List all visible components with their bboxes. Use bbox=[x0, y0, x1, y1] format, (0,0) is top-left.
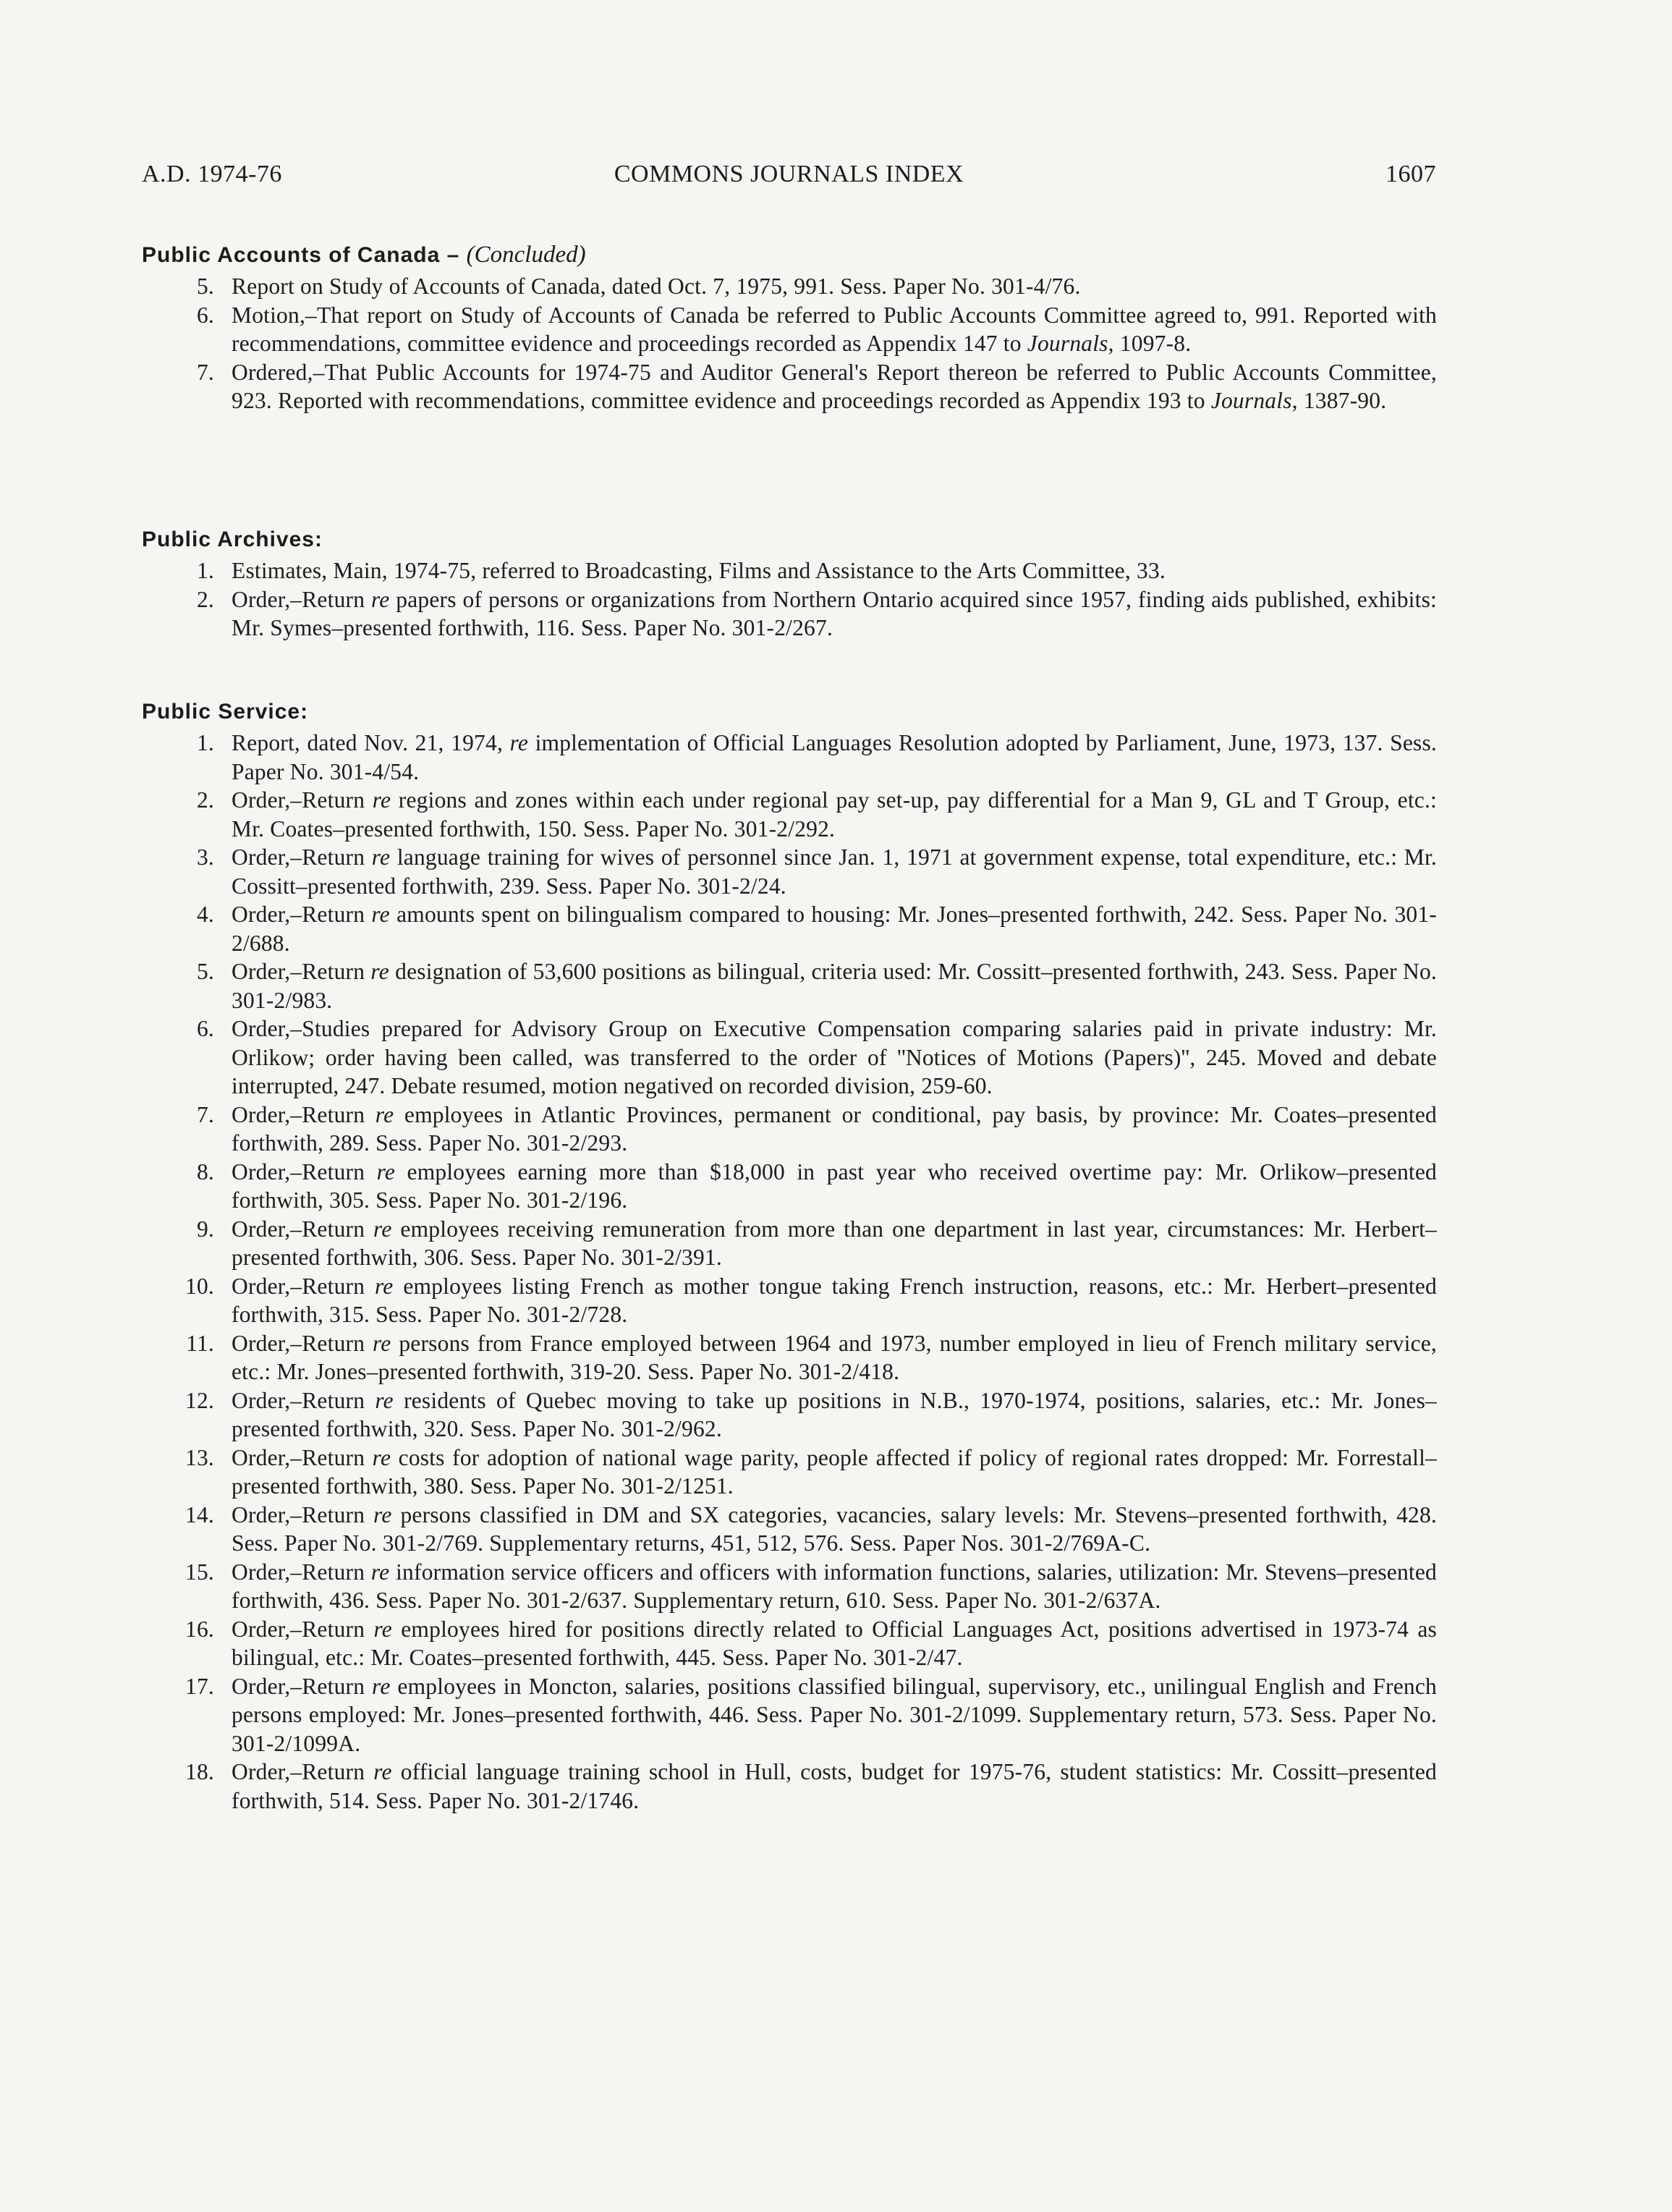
entry-number: 8. bbox=[196, 1158, 214, 1185]
entry-number: 2. bbox=[196, 787, 214, 813]
section-public-service bbox=[142, 698, 1437, 1815]
entry-number: 5. bbox=[196, 274, 214, 299]
entry-number: 17. bbox=[185, 1673, 214, 1699]
index-entry bbox=[142, 1272, 1437, 1329]
entry-text: Motion,–That report on Study of Accounts of Canada be referred to Public Accounts Committee agreed to, 991. Reported with recommendations, committee evidence and proceedings recorded as Appendix 147 to Journals, 1097-8. bbox=[232, 302, 1437, 356]
section-heading bbox=[142, 241, 1437, 269]
entry-number: 18. bbox=[185, 1759, 214, 1784]
entry-number: 1. bbox=[196, 730, 214, 755]
section-heading bbox=[142, 698, 1437, 726]
header-page-number: 1607 bbox=[1385, 161, 1436, 187]
entry-text: Ordered,–That Public Accounts for 1974-75 and Auditor General's Report thereon be referred to Public Accounts Committee, 923. Reported with recommendations, committee evidence and proceedings recorded as Appendix 193 to Journals, 1387-90. bbox=[232, 359, 1437, 413]
section-heading-text: Public Service: bbox=[142, 700, 309, 724]
entry-list bbox=[142, 556, 1437, 643]
entry-number: 7. bbox=[196, 1101, 214, 1127]
entry-number: 13. bbox=[185, 1444, 214, 1470]
section-heading-text: Public Accounts of Canada – bbox=[142, 243, 460, 267]
entry-text: Order,–Return re employees receiving remuneration from more than one department in last year, circumstances: Mr. Herbert–presented forthwith, 306. Sess. Paper No. 301-2/391. bbox=[232, 1216, 1438, 1270]
index-entry bbox=[142, 1672, 1437, 1758]
entry-number: 9. bbox=[196, 1216, 214, 1242]
index-entry bbox=[142, 1329, 1437, 1386]
index-entry bbox=[142, 1215, 1437, 1272]
entry-text: Order,–Return re residents of Quebec moving to take up positions in N.B., 1970-1974, positions, salaries, etc.: Mr. Jones–presented forthwith, 320. Sess. Paper No. 301-2/962. bbox=[232, 1387, 1438, 1441]
entry-number: 10. bbox=[185, 1273, 214, 1299]
header-date-range: A.D. 1974-76 bbox=[142, 161, 282, 187]
entry-number: 6. bbox=[196, 302, 214, 328]
entry-text: Order,–Return re employees earning more than $18,000 in past year who received overtime pay: Mr. Orlikow–presented forthwith, 305. Sess. Paper No. 301-2/196. bbox=[232, 1158, 1437, 1213]
entry-number: 12. bbox=[185, 1387, 214, 1413]
entry-text: Order,–Return re costs for adoption of national wage parity, people affected if policy of regional rates dropped: Mr. Forrestall–presented forthwith, 380. Sess. Paper No. 301-2/1251. bbox=[232, 1444, 1437, 1499]
index-entry bbox=[142, 272, 1437, 301]
entry-text: Order,–Return re amounts spent on bilingualism compared to housing: Mr. Jones–presented forthwith, 242. Sess. Paper No. 301-2/688. bbox=[232, 902, 1438, 956]
entry-text: Order,–Return re employees in Moncton, salaries, positions classified bilingual, supervisory, etc., unilingual English and French persons employed: Mr. Jones–presented forthwith, 446. Sess. Paper No. 301-2/1099. Supplementary return, 573. Sess. Paper No. 301-2/1099A. bbox=[232, 1673, 1437, 1756]
entry-text: Order,–Return re employees hired for positions directly related to Official Languages Act, positions advertised in 1973-74 as bilingual, etc.: Mr. Coates–presented forthwith, 445. Sess. Paper No. 301-2/47. bbox=[232, 1616, 1438, 1670]
entry-number: 7. bbox=[196, 359, 214, 385]
entry-text: Order,–Return re employees listing French as mother tongue taking French instruction, reasons, etc.: Mr. Herbert–presented forthwith, 315. Sess. Paper No. 301-2/728. bbox=[232, 1273, 1437, 1327]
entry-text: Order,–Return re persons classified in DM and SX categories, vacancies, salary levels: Mr. Stevens–presented forthwith, 428. Sess. Paper No. 301-2/769. Supplementary returns, 451, 512, 576. Sess. Paper Nos. 301-2/769A-C. bbox=[232, 1501, 1437, 1556]
index-entry bbox=[142, 1014, 1437, 1101]
entry-number: 5. bbox=[196, 959, 214, 984]
index-entry bbox=[142, 1101, 1437, 1158]
entry-text: Order,–Return re papers of persons or organizations from Northern Ontario acquired since 1957, finding aids published, exhibits: Mr. Symes–presented forthwith, 116. Sess. Paper No. 301-2/267. bbox=[232, 586, 1437, 640]
index-entry bbox=[142, 1158, 1437, 1215]
index-entry bbox=[142, 900, 1437, 957]
index-entry bbox=[142, 1444, 1437, 1501]
index-entry bbox=[142, 556, 1437, 585]
index-entry bbox=[142, 358, 1437, 415]
running-head bbox=[142, 156, 1436, 192]
entry-number: 16. bbox=[185, 1616, 214, 1642]
index-entry bbox=[142, 1386, 1437, 1444]
entry-text: Order,–Studies prepared for Advisory Group on Executive Compensation comparing salaries paid in private industry: Mr. Orlikow; order having been called, was transferred to the order of ''Notices of Motions (Papers)'', 245. Moved and debate interrupted, 247. Debate resumed, motion negatived on recorded division, 259-60. bbox=[232, 1016, 1437, 1098]
index-entry bbox=[142, 843, 1437, 900]
entry-number: 14. bbox=[185, 1501, 214, 1527]
index-entry bbox=[142, 1501, 1437, 1558]
entry-number: 3. bbox=[196, 844, 214, 870]
section-heading-text: Public Archives: bbox=[142, 527, 323, 551]
entry-number: 6. bbox=[196, 1016, 214, 1041]
index-entry bbox=[142, 729, 1437, 786]
entry-text: Order,–Return re designation of 53,600 positions as bilingual, criteria used: Mr. Cossitt–presented forthwith, 243. Sess. Paper No. 301-2/983. bbox=[232, 959, 1438, 1013]
entry-list bbox=[142, 729, 1437, 1815]
entry-text: Order,–Return re information service officers and officers with information functions, salaries, utilization: Mr. Stevens–presented forthwith, 436. Sess. Paper No. 301-2/637. Supplementary return, 610. Sess. Paper No. 301-2/637A. bbox=[232, 1559, 1438, 1613]
entry-text: Order,–Return re language training for wives of personnel since Jan. 1, 1971 at government expense, total expenditure, etc.: Mr. Cossitt–presented forthwith, 239. Sess. Paper No. 301-2/24. bbox=[232, 844, 1438, 899]
entry-text: Report, dated Nov. 21, 1974, re implementation of Official Languages Resolution adopted by Parliament, June, 1973, 137. Sess. Paper No. 301-4/54. bbox=[232, 730, 1438, 784]
header-title: COMMONS JOURNALS INDEX bbox=[614, 161, 964, 187]
index-entry bbox=[142, 301, 1437, 358]
entry-number: 2. bbox=[196, 586, 214, 612]
entry-number: 4. bbox=[196, 902, 214, 927]
entry-text: Order,–Return re persons from France employed between 1964 and 1973, number employed in lieu of French military service, etc.: Mr. Jones–presented forthwith, 319-20. Sess. Paper No. 301-2/418. bbox=[232, 1330, 1438, 1384]
entry-number: 1. bbox=[196, 558, 214, 583]
entry-text: Order,–Return re employees in Atlantic Provinces, permanent or conditional, pay basis, by province: Mr. Coates–presented forthwith, 289. Sess. Paper No. 301-2/293. bbox=[232, 1101, 1437, 1156]
entry-text: Order,–Return re official language training school in Hull, costs, budget for 1975-76, student statistics: Mr. Cossitt–presented forthwith, 514. Sess. Paper No. 301-2/1746. bbox=[232, 1759, 1438, 1813]
index-entry bbox=[142, 1758, 1437, 1815]
section-public-archives bbox=[142, 526, 1437, 643]
entry-text: Report on Study of Accounts of Canada, dated Oct. 7, 1975, 991. Sess. Paper No. 301-4/76. bbox=[232, 274, 1081, 299]
entry-number: 11. bbox=[186, 1330, 214, 1356]
index-entry bbox=[142, 1615, 1437, 1672]
index-entry bbox=[142, 786, 1437, 843]
entry-list bbox=[142, 272, 1437, 415]
section-public-accounts bbox=[142, 241, 1437, 415]
section-heading bbox=[142, 526, 1437, 554]
entry-number: 15. bbox=[185, 1559, 214, 1585]
index-entry bbox=[142, 957, 1437, 1014]
entry-text: Estimates, Main, 1974-75, referred to Broadcasting, Films and Assistance to the Arts Committee, 33. bbox=[232, 558, 1166, 583]
index-entry bbox=[142, 1558, 1437, 1615]
section-heading-suffix: (Concluded) bbox=[466, 242, 586, 268]
index-entry bbox=[142, 585, 1437, 643]
entry-text: Order,–Return re regions and zones within each under regional pay set-up, pay differential for a Man 9, GL and T Group, etc.: Mr. Coates–presented forthwith, 150. Sess. Paper No. 301-2/292. bbox=[232, 787, 1437, 842]
